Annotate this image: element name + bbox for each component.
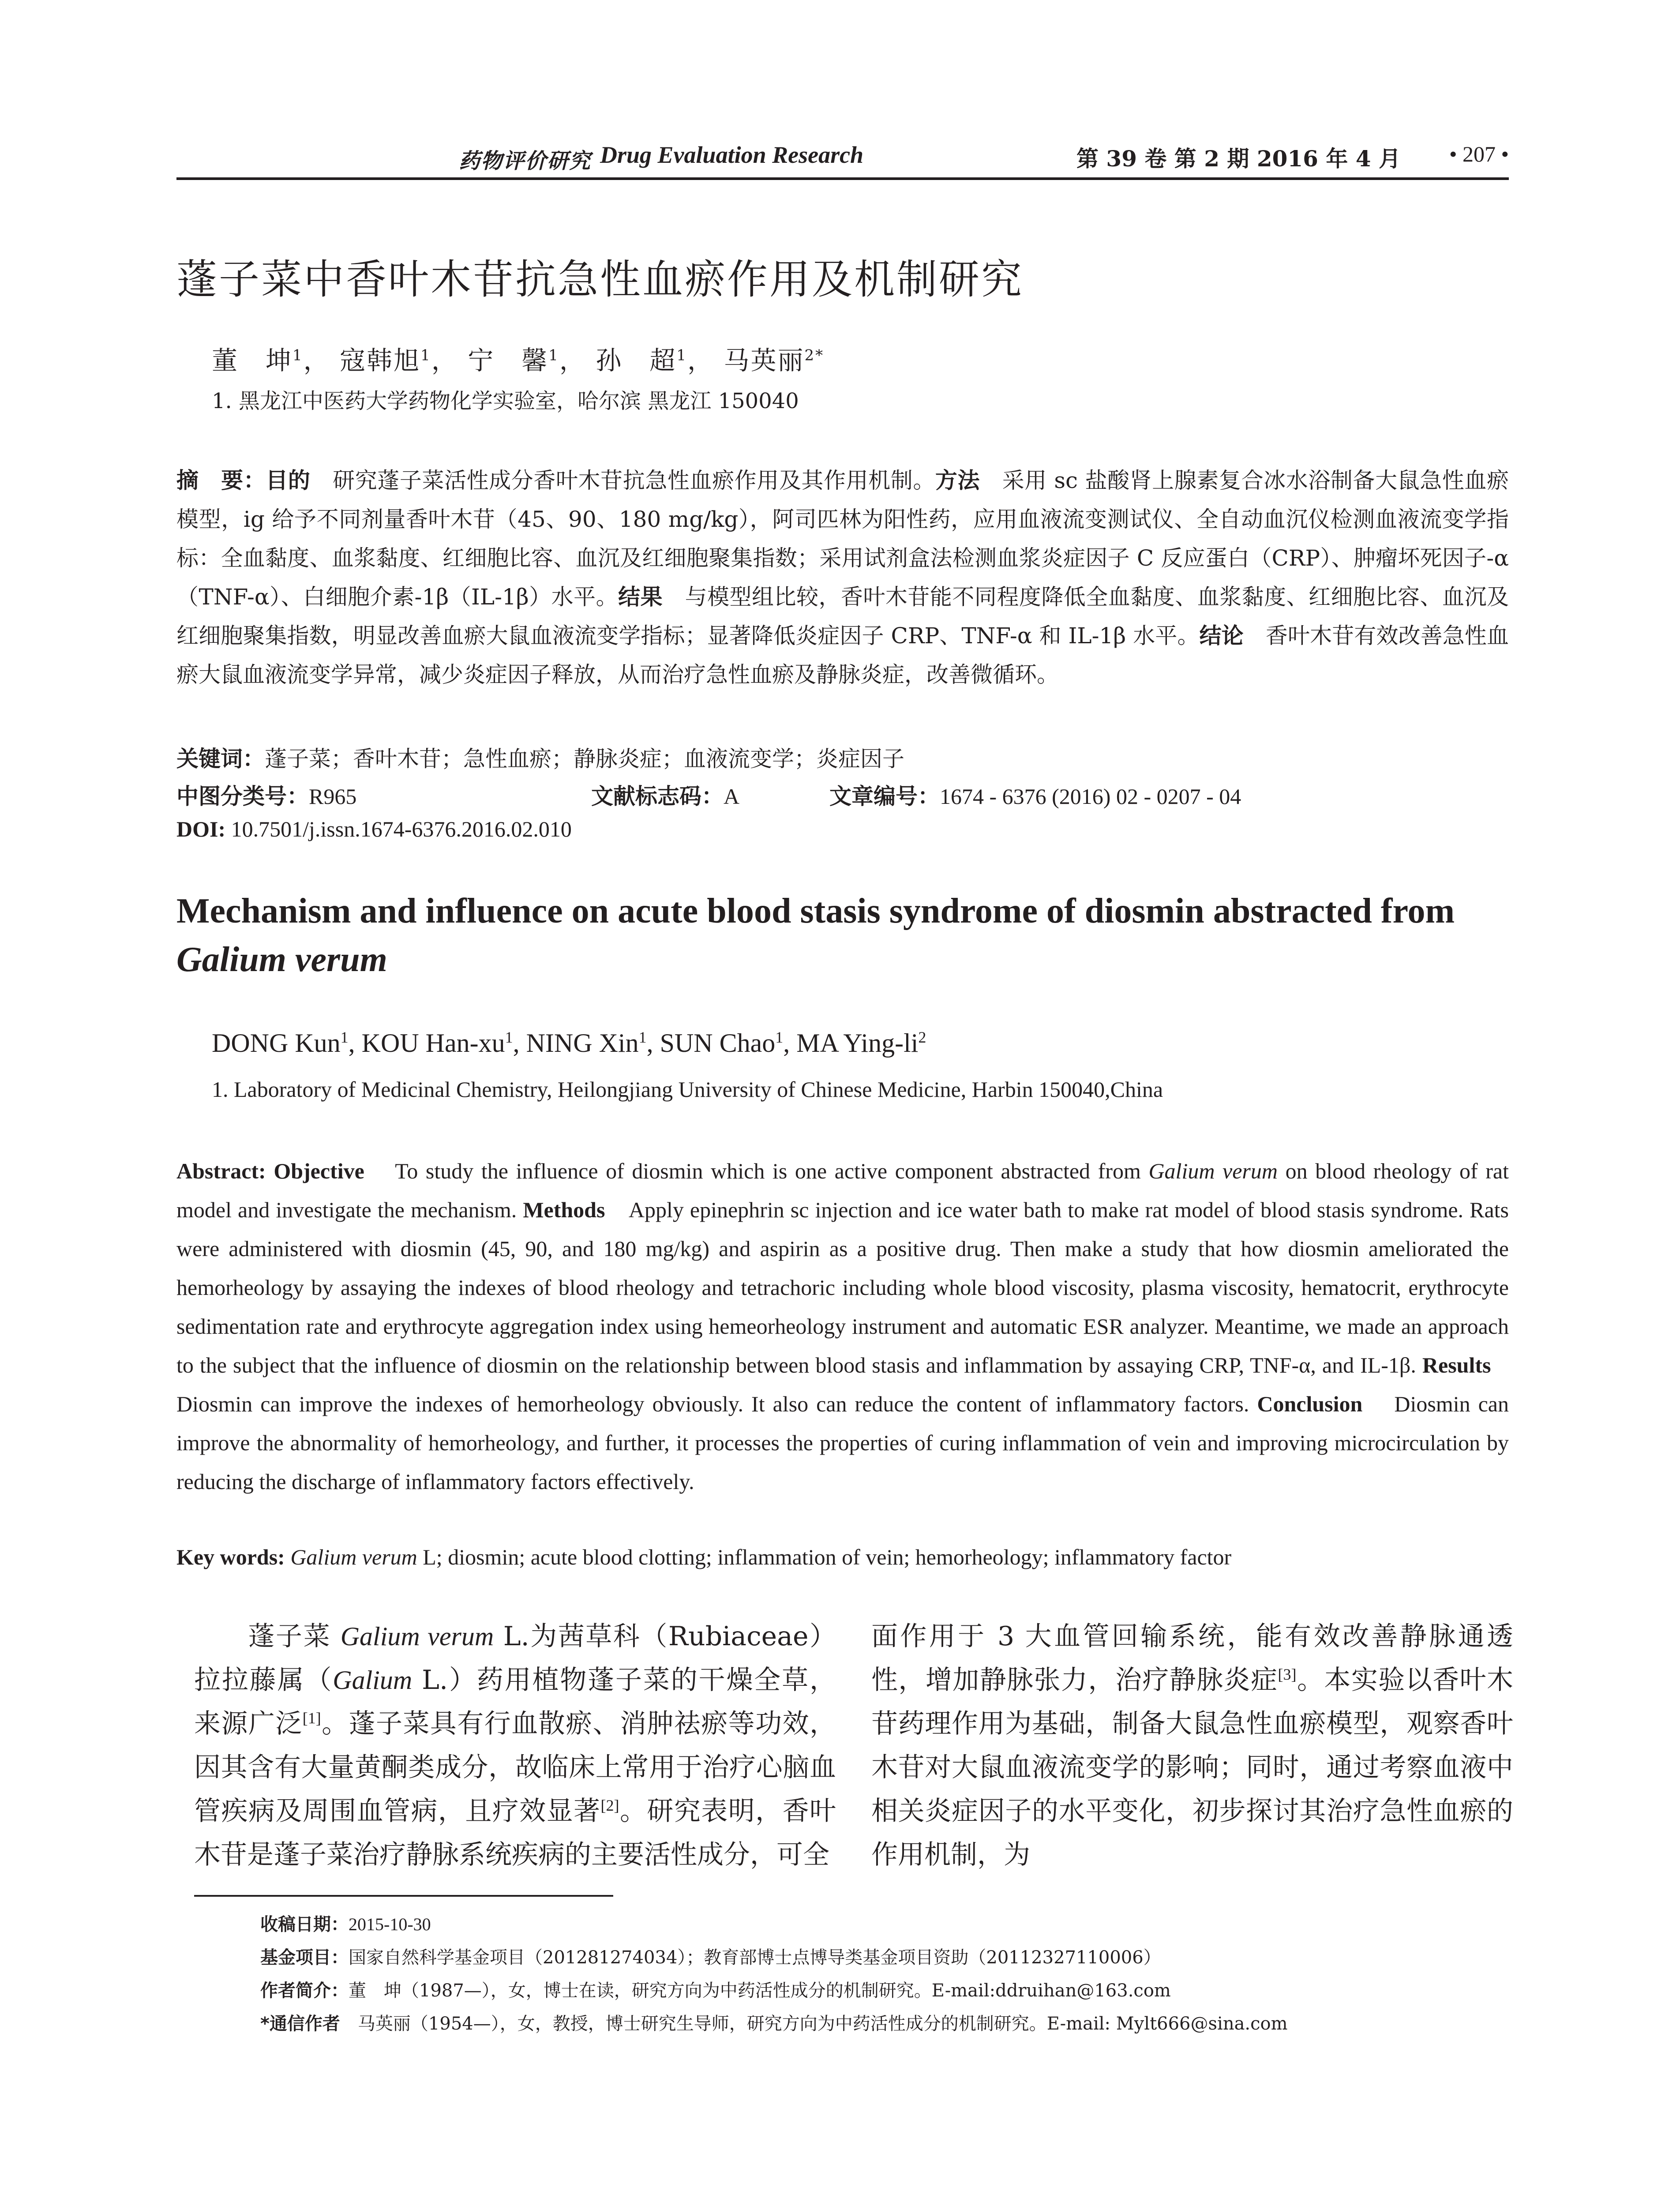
cn-authors — [212, 340, 824, 377]
author-bio-value: 董 坤（1987—），女，博士在读，研究方向为中药活性成分的机制研究。E-mail:ddruihan@163.com — [349, 1981, 1171, 2001]
issue-info: 第 39 卷 第 2 期 2016 年 4 月 — [1076, 146, 1401, 172]
cn-classification — [176, 779, 1509, 810]
en-title — [176, 887, 1509, 984]
en-title-text: Mechanism and influence on acute blood stasis syndrome of diosmin abstracted from — [176, 892, 1455, 930]
en-abstract-label: Abstract: — [176, 1159, 274, 1183]
cn-author-sup: 1 — [548, 346, 559, 364]
cn-author-sep: ， — [559, 345, 586, 375]
cn-objective: 研究蓬子菜活性成分香叶木苷抗急性血瘀作用及其作用机制。 — [333, 468, 935, 493]
article-no-value: 1674 - 6376 (2016) 02 - 0207 - 04 — [940, 784, 1241, 809]
clc-value: R965 — [309, 784, 357, 809]
cn-author: 马英丽 — [724, 345, 805, 375]
running-head — [176, 140, 1509, 176]
footnote-corresponding — [260, 2010, 1288, 2035]
cn-conclusion: 香叶木苷有效改善急性血瘀大鼠血液流变学异常，减少炎症因子释放，从而治疗急性血瘀及静脉炎症，改善微循环。 — [176, 623, 1509, 687]
cn-author-sep: ， — [303, 345, 330, 375]
cn-conclusion-label: 结论 — [1199, 623, 1244, 649]
cn-author: 宁 馨 — [468, 345, 549, 375]
doi — [176, 816, 572, 842]
body-text: L.为茜草科（Rubiaceae）拉拉藤属（ — [194, 1621, 836, 1696]
en-conclusion-label: Conclusion — [1257, 1392, 1363, 1416]
en-objective-species: Galium verum — [1148, 1159, 1278, 1183]
en-author: DONG Kun — [212, 1028, 341, 1058]
cn-author: 孙 超 — [596, 345, 677, 375]
en-objective-rest: on blood rheology of rat model and investigate the mechanism. — [176, 1159, 1509, 1222]
cn-keywords-text: 蓬子菜；香叶木苷；急性血瘀；静脉炎症；血液流变学；炎症因子 — [265, 746, 904, 772]
en-keywords-label: Key words: — [176, 1545, 291, 1569]
footnote-received — [260, 1910, 431, 1936]
footnote-fund — [260, 1943, 1161, 1969]
body-genus: Galium — [333, 1666, 412, 1695]
header-rule — [176, 177, 1509, 180]
en-objective-label: Objective — [274, 1159, 364, 1183]
en-keywords-text: L; diosmin; acute blood clotting; inflammation of vein; hemorheology; inflammatory factor — [417, 1545, 1232, 1569]
en-author-sup: 1 — [340, 1028, 349, 1046]
fund-label: 基金项目： — [260, 1947, 349, 1968]
cn-author: 董 坤 — [212, 345, 293, 375]
page-number: • 207 • — [1449, 142, 1509, 166]
footnote-rule — [194, 1895, 613, 1897]
citation: [2] — [600, 1797, 619, 1814]
en-results-label: Results — [1422, 1353, 1491, 1377]
en-authors — [212, 1028, 926, 1058]
doi-label: DOI: — [176, 817, 226, 841]
body-text: L.）药用植物蓬子菜的干燥全草，来源广泛 — [194, 1665, 836, 1739]
en-author-sep: , — [783, 1028, 797, 1058]
cn-abstract — [176, 461, 1509, 694]
received-value: 2015-10-30 — [349, 1914, 431, 1934]
body-text: 蓬子菜 — [247, 1621, 341, 1652]
doc-code-label: 文献标志码： — [591, 784, 724, 809]
body-text: 面作用于 3 大血管回输系统，能有效改善静脉通透性，增加静脉张力，治疗静脉炎症 — [871, 1621, 1513, 1696]
cn-keywords — [176, 741, 904, 773]
en-author-sep: , — [646, 1028, 660, 1058]
cn-results: 与模型组比较，香叶木苷能不同程度降低全血黏度、血浆黏度、红细胞比容、血沉及红细胞聚集指数，明显改善血瘀大鼠血液流变学指标；显著降低炎症因子 CRP、TNF-α 和 IL-1β 水平。 — [176, 584, 1509, 649]
body-column-left — [194, 1615, 836, 1877]
doi-value: 10.7501/j.issn.1674-6376.2016.02.010 — [231, 817, 572, 841]
en-methods: Apply epinephrin sc injection and ice water bath to make rat model of blood stasis syndrome. Rats were administered with diosmin (45, 90, and 180 mg/kg) and aspirin as a positive drug. Then make a study that how diosmin ameliorated the hemorheology by assaying the indexes of blood rheology and tetrachoric including whole blood viscosity, plasma viscosity, hematocrit, erythrocyte sedimentation rate and erythrocyte aggregation index using hemeorheology instrument and automatic ESR analyzer. Meantime, we made an approach to the subject that the influence of diosmin on the relationship between blood stasis and inflammation by assaying CRP, TNF-α, and IL-1β. — [176, 1197, 1509, 1377]
en-author-sep: , — [513, 1028, 526, 1058]
en-author-sep: , — [348, 1028, 362, 1058]
cn-abstract-label: 摘 要： — [176, 468, 266, 493]
en-affiliation: 1. Laboratory of Medicinal Chemistry, Heilongjiang University of Chinese Medicine, Harbin 150040,China — [212, 1077, 1163, 1102]
en-author-sup: 2 — [918, 1028, 926, 1046]
en-keywords-species: Galium verum — [290, 1545, 417, 1569]
cn-methods: 采用 sc 盐酸肾上腺素复合冰水浴制备大鼠急性血瘀模型，ig 给予不同剂量香叶木苷（45、90、180 mg/kg），阿司匹林为阳性药，应用血液流变测试仪、全自动血沉仪检测血液流变学指标：全血黏度、血浆黏度、红细胞比容、血沉及红细胞聚集指数；采用试剂盒法检测血浆炎症因子 C 反应蛋白（CRP）、肿瘤坏死因子-α（TNF-α）、白细胞介素-1β（IL-1β）水平。 — [176, 468, 1509, 610]
body-text: 。蓬子菜具有行血散瘀、消肿祛瘀等功效，因其含有大量黄酮类成分，故临床上常用于治疗心脑血管疾病及周围血管病，且疗效显著 — [194, 1708, 836, 1827]
en-title-species: Galium verum — [176, 940, 387, 979]
clc-label: 中图分类号： — [176, 784, 309, 809]
cn-author-sup: 1 — [292, 346, 304, 364]
cn-author-sep: ， — [431, 345, 458, 375]
en-abstract — [176, 1152, 1509, 1501]
corresponding-value: 马英丽（1954—），女，教授，博士研究生导师，研究方向为中药活性成分的机制研究。E-mail: Mylt666@sina.com — [340, 2014, 1288, 2034]
en-author-sup: 1 — [505, 1028, 513, 1046]
cn-author-sep: ， — [687, 345, 714, 375]
received-label: 收稿日期： — [260, 1914, 349, 1935]
cn-results-label: 结果 — [618, 584, 663, 610]
footnote-author — [260, 1977, 1171, 2002]
en-results: Diosmin can improve the indexes of hemorheology obviously. It also can reduce the content of inflammatory factors. — [176, 1392, 1257, 1416]
corresponding-label: *通信作者 — [260, 2014, 340, 2034]
doc-code-value: A — [724, 784, 740, 809]
en-author: SUN Chao — [660, 1028, 776, 1058]
en-methods-label: Methods — [523, 1197, 605, 1222]
citation: [1] — [302, 1709, 321, 1727]
en-conclusion: Diosmin can improve the abnormality of hemorheology, and further, it processes the properties of curing inflammation of vein and improving microcirculation by reducing the discharge of inflammatory factors effectively. — [176, 1392, 1509, 1494]
article-no-label: 文章编号： — [829, 784, 940, 809]
body-text: 。研究表明，香叶木苷是蓬子菜治疗静脉系统疾病的主要活性成分，可全 — [194, 1796, 836, 1870]
cn-keywords-label: 关键词： — [176, 746, 265, 772]
cn-author-sup: 1 — [676, 346, 687, 364]
citation: [3] — [1278, 1666, 1297, 1683]
body-column-right — [871, 1615, 1513, 1877]
en-author-sup: 1 — [775, 1028, 784, 1046]
en-keywords — [176, 1544, 1509, 1570]
cn-author-sup: 1 — [420, 346, 431, 364]
cn-author: 寇韩旭 — [340, 345, 421, 375]
cn-objective-label: 目的 — [266, 468, 311, 493]
journal-logo: 药物评价研究 — [459, 149, 592, 173]
cn-author-sup: 2* — [804, 346, 825, 364]
body-text: 。本实验以香叶木苷药理作用为基础，制备大鼠急性血瘀模型，观察香叶木苷对大鼠血液流变学的影响；同时，通过考察血液中相关炎症因子的水平变化，初步探讨其治疗急性血瘀的作用机制，为 — [871, 1665, 1513, 1870]
cn-methods-label: 方法 — [935, 468, 980, 493]
cn-affiliation: 1. 黑龙江中医药大学药物化学实验室，哈尔滨 黑龙江 150040 — [212, 389, 799, 413]
en-objective: To study the influence of diosmin which is one active component abstracted from — [395, 1159, 1149, 1183]
author-bio-label: 作者简介： — [260, 1981, 349, 2001]
en-author: MA Ying-li — [796, 1028, 919, 1058]
en-author: KOU Han-xu — [361, 1028, 505, 1058]
en-author: NING Xin — [526, 1028, 639, 1058]
cn-title: 蓬子菜中香叶木苷抗急性血瘀作用及机制研究 — [176, 256, 1024, 303]
fund-value: 国家自然科学基金项目（201281274034）；教育部博士点博导类基金项目资助（20112327110006） — [349, 1947, 1161, 1968]
body-species: Galium verum — [340, 1622, 494, 1651]
journal-name: Drug Evaluation Research — [600, 142, 864, 168]
en-author-sup: 1 — [638, 1028, 647, 1046]
